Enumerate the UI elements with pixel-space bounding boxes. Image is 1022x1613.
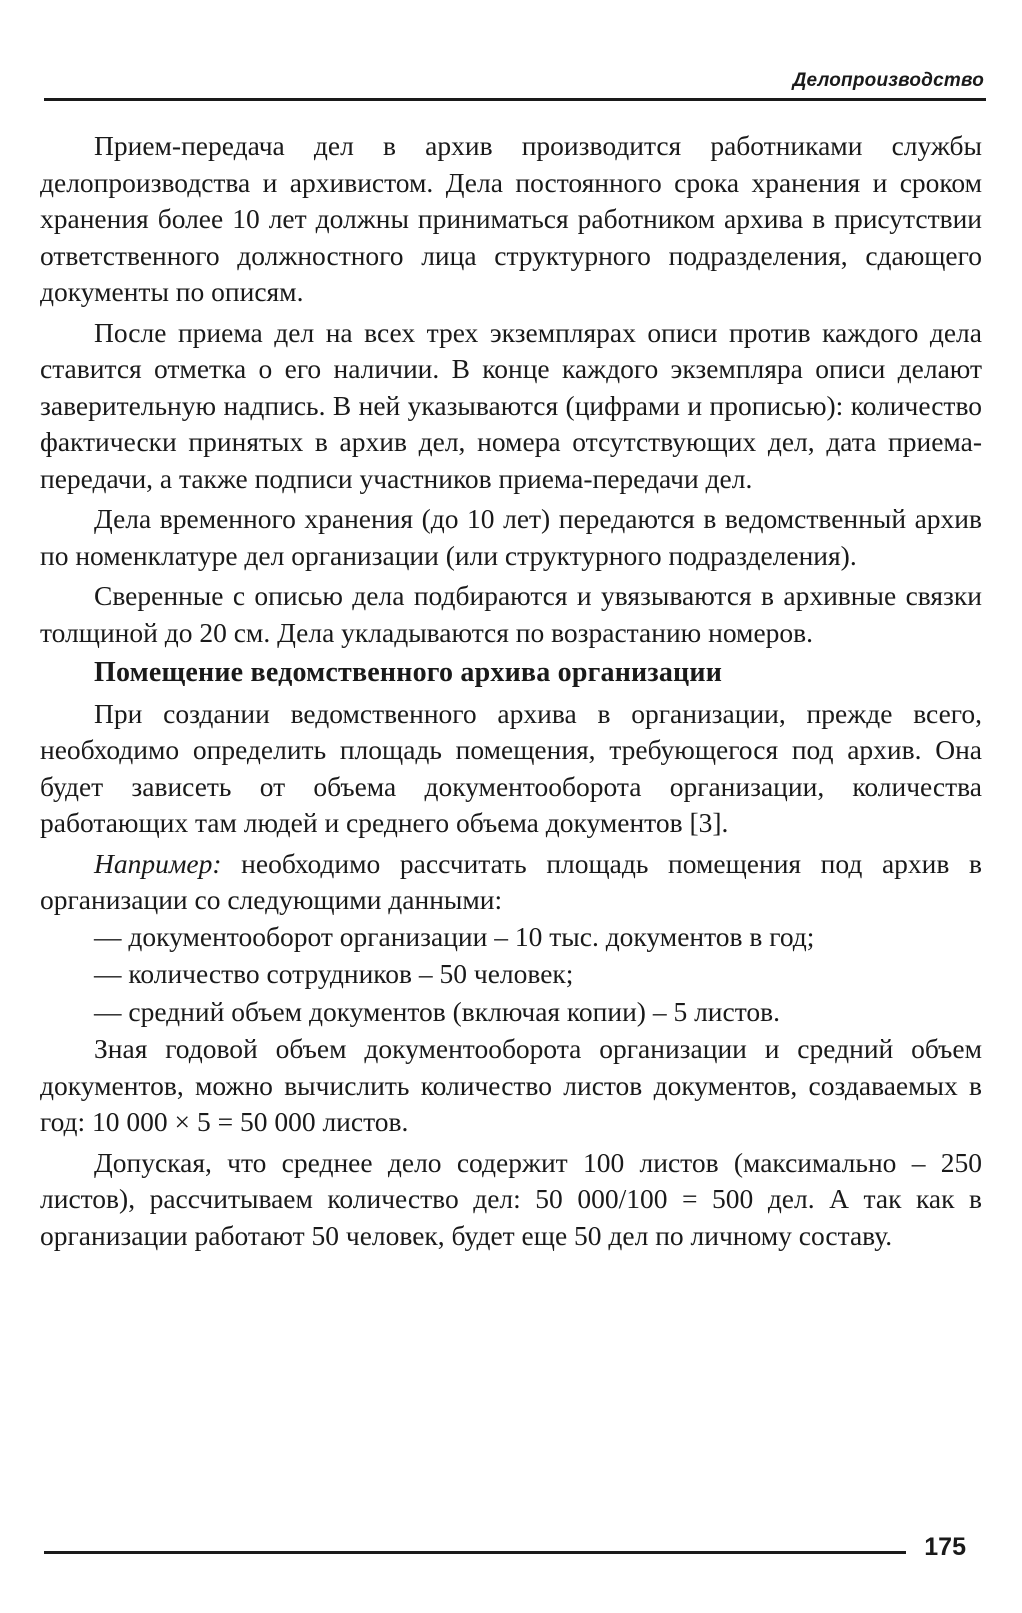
list-item: — количество сотрудников – 50 человек; [94, 958, 574, 989]
footer-rule [44, 1551, 906, 1554]
page-number: 175 [924, 1533, 966, 1561]
list-item: — документооборот организации – 10 тыс. документов в год; [94, 920, 815, 952]
page-body [40, 128, 982, 1258]
paragraph: Допуская, что среднее дело содержит 100 листов (максимально – 250 листов), рассчитываем количество дел: 50 000/100 = 500 дел. А так как в организации работают 50 человек, будет еще 50 дел по личному составу. [40, 1146, 982, 1251]
list-item: — средний объем документов (включая копии) – 5 листов. [94, 995, 780, 1027]
paragraph: Прием-передача дел в архив производится работниками службы делопроизводства и архивистом. Дела постоянного срока хранения и сроком хранения более 10 лет должны приниматься работником архива в присутствии ответственного должностного лица структурного подразделения, сдающего документы по описям. [40, 130, 982, 307]
section-heading: Помещение ведомственного архива организации [94, 657, 723, 688]
running-head: Делопроизводство [792, 70, 984, 91]
paragraph: Сверенные с описью дела подбираются и увязываются в архивные связки толщиной до 20 см. Дела укладываются по возрастанию номеров. [40, 580, 982, 648]
paragraph: Зная годовой объем документооборота организации и средний объем документов, можно вычислить количество листов документов, создаваемых в год: 10 000 × 5 = 50 000 листов. [40, 1033, 982, 1137]
paragraph: При создании ведомственного архива в организации, прежде всего, необходимо определить площадь помещения, требующегося под архив. Она будет зависеть от объема документооборота организации, количества работающих там людей и среднего объема документов [3]. [40, 697, 982, 838]
header-rule [44, 98, 986, 101]
example-label: Например: [94, 847, 222, 879]
paragraph: Дела временного хранения (до 10 лет) передаются в ведомственный архив по номенклатуре дел организации (или структурного подразделения). [40, 503, 982, 571]
example-paragraph [40, 846, 982, 919]
example-text: необходимо рассчитать площадь помещения под архив в организации со следующими данными: [40, 847, 982, 915]
paragraph: После приема дел на всех трех экземплярах описи против каждого дела ставится отметка о его наличии. В конце каждого экземпляра описи делают заверительную надпись. В ней указываются (цифрами и прописью): количество фактически принятых в архив дел, номера отсутствующих дел, дата приема-передачи, а также подписи участников приема-передачи дел. [40, 316, 982, 494]
